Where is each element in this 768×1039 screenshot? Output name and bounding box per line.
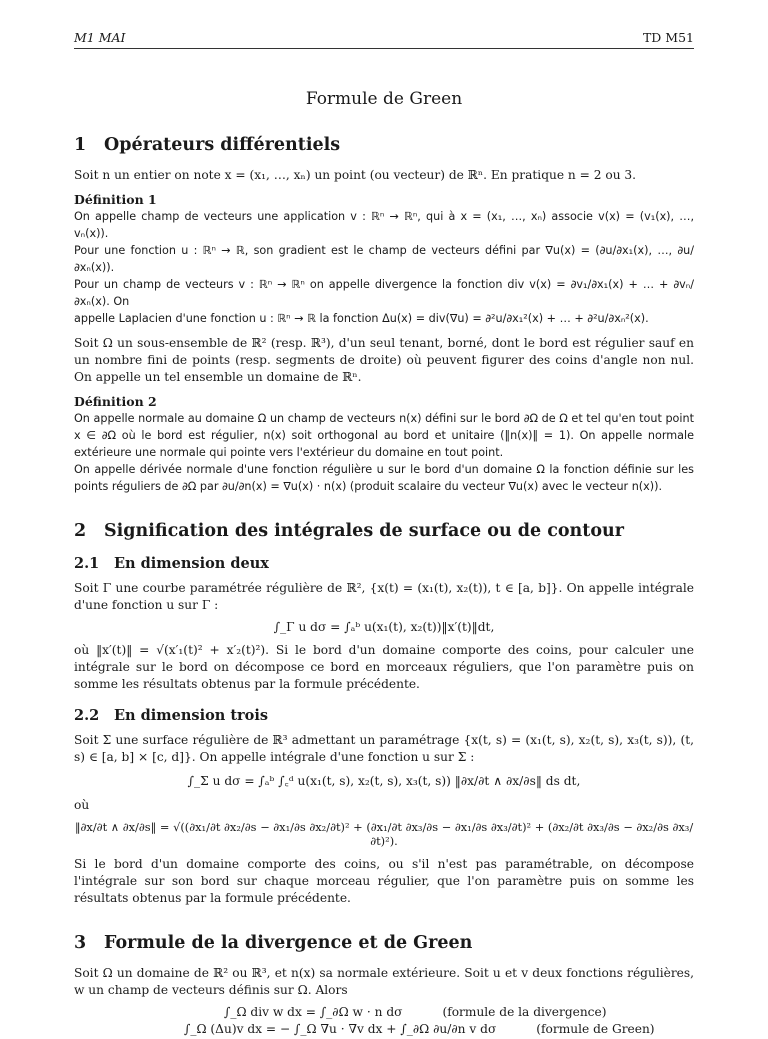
green-intro-paragraph: Soit Ω un domaine de ℝ² ou ℝ³, et n(x) sa normale extérieure. Soit u et v deux fonctions régulières, w un champ de vecteurs définis sur Ω. Alors	[74, 966, 694, 997]
section-1-heading	[74, 135, 694, 155]
cross-product-norm-equation: ‖∂x/∂t ∧ ∂x/∂s‖ = √((∂x₁/∂t ∂x₂/∂s − ∂x₁/∂s ∂x₂/∂t)² + (∂x₁/∂t ∂x₃/∂s − ∂x₁/∂s ∂x₃/∂t)² + (∂x₂/∂t ∂x₃/∂s − ∂x₂/∂s ∂x₃/∂t)²).	[74, 820, 694, 848]
green-formula: ∫_Ω (Δu)v dx = − ∫_Ω ∇u · ∇v dx + ∫_∂Ω ∂u/∂n v dσ	[184, 1022, 497, 1036]
section-title: Opérateurs différentiels	[104, 135, 341, 155]
divergence-formula-tag: (formule de la divergence)	[442, 1005, 607, 1019]
definition-2-title: Définition 2	[74, 394, 157, 409]
definition-1-title: Définition 1	[74, 192, 157, 207]
curve-integral-equation: ∫_Γ u dσ = ∫ₐᵇ u(x₁(t), x₂(t))‖x′(t)‖dt,	[273, 620, 495, 634]
divergence-formula-row	[74, 1005, 694, 1019]
section-number: 1	[74, 135, 87, 155]
definition-2-line-2: On appelle dérivée normale d'une fonction régulière u sur le bord d'un domaine Ω la fonction définie sur les points réguliers de ∂Ω par ∂u/∂n(x) = ∇u(x) · n(x) (produit scalaire du vecteur ∇u(x) avec le vecteur n(x)).	[74, 463, 694, 493]
curve-paragraph: Soit Γ une courbe paramétrée régulière de ℝ², {x(t) = (x₁(t), x₂(t)), t ∈ [a, b]}. On appelle intégrale d'une fonction u sur Γ :	[74, 581, 694, 612]
header-right: TD M51	[642, 30, 694, 45]
running-header	[74, 30, 694, 49]
green-formula-row	[74, 1022, 694, 1036]
definition-1-line-3: Pour un champ de vecteurs v : ℝⁿ → ℝⁿ on appelle divergence la fonction div v(x) = ∂v₁/∂x₁(x) + … + ∂vₙ/∂xₙ(x). On	[74, 278, 694, 308]
curve-norm-paragraph: où ‖x′(t)‖ = √(x′₁(t)² + x′₂(t)²). Si le bord d'un domaine comporte des coins, pour calculer une intégrale sur le bord on décompose ce bord en morceaux réguliers, que l'on paramètre puis on somme les résultats obtenus par la formule précédente.	[74, 643, 694, 691]
section-title: Formule de la divergence et de Green	[104, 933, 473, 953]
subsection-number: 2.2	[74, 707, 100, 724]
section-number: 3	[74, 933, 87, 953]
surface-integral-equation: ∫_Σ u dσ = ∫ₐᵇ ∫꜀ᵈ u(x₁(t, s), x₂(t, s), x₃(t, s)) ‖∂x/∂t ∧ ∂x/∂s‖ ds dt,	[187, 774, 581, 788]
definition-1-line-4: appelle Laplacien d'une fonction u : ℝⁿ → ℝ la fonction Δu(x) = div(∇u) = ∂²u/∂x₁²(x) + … + ∂²u/∂xₙ²(x).	[74, 312, 649, 325]
page-title: Formule de Green	[305, 89, 463, 109]
subsection-2-2-heading	[74, 707, 694, 724]
subsection-title: En dimension trois	[114, 707, 269, 724]
subsection-number: 2.1	[74, 555, 100, 572]
definition-1-line-2: Pour une fonction u : ℝⁿ → ℝ, son gradient est le champ de vecteurs défini par ∇u(x) = (∂u/∂x₁(x), …, ∂u/∂xₙ(x)).	[74, 244, 694, 274]
section-title: Signification des intégrales de surface ou de contour	[104, 521, 624, 541]
section-number: 2	[74, 521, 87, 541]
surface-paragraph: Soit Σ une surface régulière de ℝ³ admettant un paramétrage {x(t, s) = (x₁(t, s), x₂(t, s), x₃(t, s)), (t, s) ∈ [a, b] × [c, d]}. On appelle intégrale d'une fonction u sur Σ :	[74, 733, 694, 764]
surface-corners-paragraph: Si le bord d'un domaine comporte des coins, ou s'il n'est pas paramétrable, on décompose l'intégrale sur son bord sur chaque morceau régulier, que l'on paramètre puis on somme les résultats obtenus par la formule précédente.	[74, 857, 694, 905]
subsection-2-1-heading	[74, 555, 694, 572]
header-left: M1 MAI	[74, 30, 126, 45]
section-2-heading	[74, 521, 694, 541]
definition-2-line-1: On appelle normale au domaine Ω un champ de vecteurs n(x) défini sur le bord ∂Ω de Ω et tel qu'en tout point x ∈ ∂Ω où le bord est régulier, n(x) soit orthogonal au bord et unitaire (‖n(x)‖ = 1). On appelle normale extérieure une normale qui pointe vers l'extérieur du domaine en tout point.	[74, 412, 694, 459]
section-3-heading	[74, 933, 694, 953]
divergence-formula: ∫_Ω div w dx = ∫_∂Ω w · n dσ	[224, 1005, 403, 1019]
definition-1-line-1: On appelle champ de vecteurs une application v : ℝⁿ → ℝⁿ, qui à x = (x₁, …, xₙ) associe v(x) = (v₁(x), …, vₙ(x)).	[74, 210, 694, 240]
document-page	[74, 30, 694, 1039]
section-1-intro: Soit n un entier on note x = (x₁, …, xₙ) un point (ou vecteur) de ℝⁿ. En pratique n = 2 ou 3.	[74, 168, 637, 182]
green-formula-tag: (formule de Green)	[536, 1022, 655, 1036]
subsection-title: En dimension deux	[114, 555, 269, 572]
ou-label: où	[74, 798, 90, 812]
domain-paragraph: Soit Ω un sous-ensemble de ℝ² (resp. ℝ³), d'un seul tenant, borné, dont le bord est régulier sauf en un nombre fini de points (resp. segments de droite) où peuvent figurer des coins d'angle non nul. On appelle un tel ensemble un domaine de ℝⁿ.	[74, 336, 694, 384]
